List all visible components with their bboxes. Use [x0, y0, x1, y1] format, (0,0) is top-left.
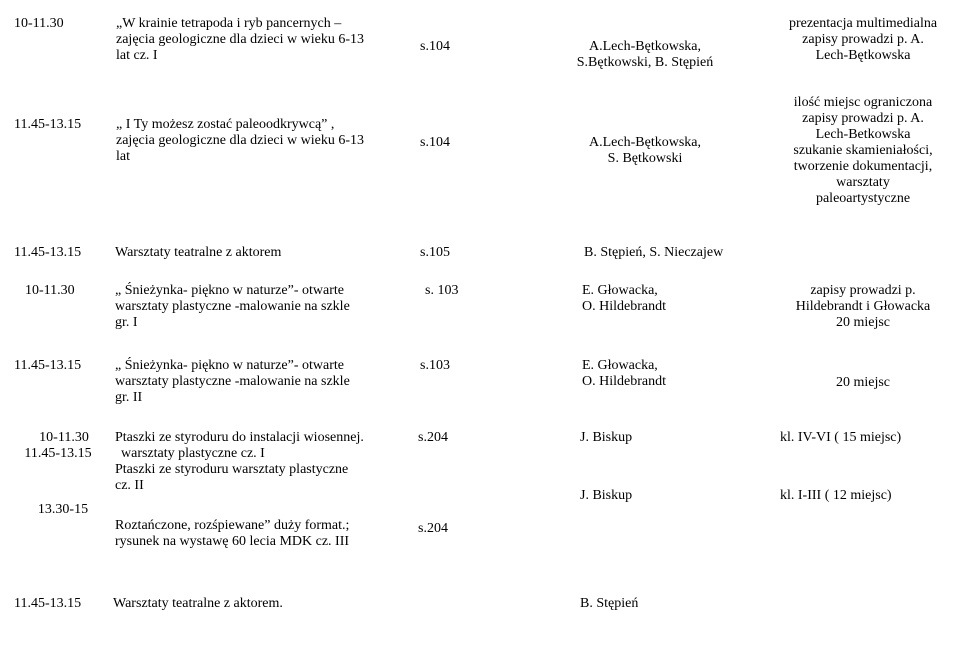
room-text: s. 103: [425, 283, 459, 298]
note-line: tworzenie dokumentacji,: [793, 159, 933, 174]
person-line: S.Bętkowski, B. Stępień: [576, 55, 714, 70]
description-line: cz. II: [115, 478, 144, 493]
note-cell: [768, 16, 958, 64]
description-line: Roztańczone, rozśpiewane” duży format.;: [115, 518, 350, 533]
time-cell: [14, 358, 110, 374]
note-line: zapisy prowadzi p. A.: [802, 111, 924, 126]
description-cell: [116, 117, 416, 165]
description-line: „W krainie tetrapoda i ryb pancernych –: [116, 16, 342, 31]
room-cell: [420, 135, 480, 151]
description-line: warsztaty plastyczne -malowanie na szkle: [115, 299, 350, 314]
person-line: E. Głowacka,: [582, 283, 658, 298]
description-line: „ I Ty możesz zostać paleoodkrywcą” ,: [116, 117, 335, 132]
person-cell: [580, 596, 790, 612]
time-cell: [14, 430, 102, 518]
person-line: J. Biskup: [580, 430, 633, 445]
time-text: 13.30-15: [37, 502, 89, 517]
room-cell: [420, 39, 480, 55]
note-line: 20 miejsc: [835, 375, 891, 390]
person-cell: [580, 430, 790, 504]
description-line: Ptaszki ze styroduru do instalacji wiosennej.: [115, 430, 364, 445]
description-line: gr. II: [115, 390, 143, 405]
description-cell: [115, 283, 415, 331]
time-text: 10-11.30: [14, 16, 64, 31]
note-line: paleoartystyczne: [815, 191, 911, 206]
room-text: s.204: [418, 430, 448, 445]
note-line: zapisy prowadzi p. A.: [802, 32, 924, 47]
time-cell: [25, 283, 121, 299]
description-line: Warsztaty teatralne z aktorem.: [113, 596, 283, 611]
person-cell: [582, 283, 792, 315]
note-line: Lech-Betkowska: [815, 127, 911, 142]
description-line: lat: [116, 149, 130, 164]
person-line: A.Lech-Bętkowska,: [589, 135, 701, 150]
note-line: zapisy prowadzi p.: [810, 283, 916, 298]
note-line: szukanie skamieniałości,: [793, 143, 933, 158]
time-cell: [14, 596, 110, 612]
note-line: Hildebrandt i Głowacka: [795, 299, 931, 314]
note-line: warsztaty: [836, 175, 890, 190]
time-text: 11.45-13.15: [14, 245, 82, 260]
time-cell: [14, 245, 110, 261]
description-cell: [115, 430, 425, 550]
person-cell: [540, 135, 750, 167]
room-text: s.104: [420, 39, 450, 54]
time-text: 11.45-13.15: [14, 358, 82, 373]
room-cell: [420, 245, 480, 261]
time-cell: [14, 16, 110, 32]
note-cell: [768, 375, 958, 391]
description-line: warsztaty plastyczne cz. I: [121, 446, 265, 461]
description-cell: [115, 245, 415, 261]
person-line: O. Hildebrandt: [582, 374, 666, 389]
description-line: Ptaszki ze styroduru warsztaty plastyczne: [115, 462, 349, 477]
person-line: A.Lech-Bętkowska,: [589, 39, 701, 54]
room-cell: [418, 430, 478, 537]
note-line: Lech-Bętkowska: [815, 48, 911, 63]
room-cell: [420, 358, 480, 374]
description-line: rysunek na wystawę 60 lecia MDK cz. III: [115, 534, 350, 549]
note-cell: [780, 430, 955, 504]
description-line: gr. I: [115, 315, 138, 330]
time-text: 11.45-13.15: [14, 596, 82, 611]
time-text: 10-11.30: [39, 430, 89, 445]
time-text: 10-11.30: [25, 283, 75, 298]
time-cell: [14, 117, 110, 133]
note-line: kl. IV-VI ( 15 miejsc): [780, 430, 902, 445]
person-line: E. Głowacka,: [582, 358, 658, 373]
description-line: „ Śnieżynka- piękno w naturze”- otwarte: [115, 283, 344, 298]
person-line: B. Stępień: [580, 596, 639, 611]
room-text: s.105: [420, 245, 450, 260]
person-line: J. Biskup: [580, 488, 633, 503]
note-line: kl. I-III ( 12 miejsc): [780, 488, 892, 503]
description-line: Warsztaty teatralne z aktorem: [115, 245, 282, 260]
person-cell: [540, 39, 750, 71]
description-line: zajęcia geologiczne dla dzieci w wieku 6-13: [116, 133, 364, 148]
room-cell: [425, 283, 485, 299]
note-line: prezentacja multimedialna: [788, 16, 938, 31]
note-cell: [768, 283, 958, 331]
note-cell: [768, 95, 958, 207]
description-line: „ Śnieżynka- piękno w naturze”- otwarte: [115, 358, 344, 373]
time-text: 11.45-13.15: [24, 446, 92, 461]
person-cell: [582, 358, 792, 390]
room-text: s.103: [420, 358, 450, 373]
person-cell: [584, 245, 794, 261]
description-line: lat cz. I: [116, 48, 158, 63]
note-line: ilość miejsc ograniczona: [793, 95, 933, 110]
person-line: S. Bętkowski: [607, 151, 683, 166]
person-line: B. Stępień, S. Nieczajew: [584, 245, 724, 260]
room-text: s.204: [418, 521, 448, 536]
description-cell: [116, 16, 416, 64]
description-line: zajęcia geologiczne dla dzieci w wieku 6-13: [116, 32, 364, 47]
person-line: O. Hildebrandt: [582, 299, 666, 314]
description-cell: [113, 596, 413, 612]
room-text: s.104: [420, 135, 450, 150]
note-line: 20 miejsc: [835, 315, 891, 330]
time-text: 11.45-13.15: [14, 117, 82, 132]
description-cell: [115, 358, 415, 406]
description-line: warsztaty plastyczne -malowanie na szkle: [115, 374, 350, 389]
